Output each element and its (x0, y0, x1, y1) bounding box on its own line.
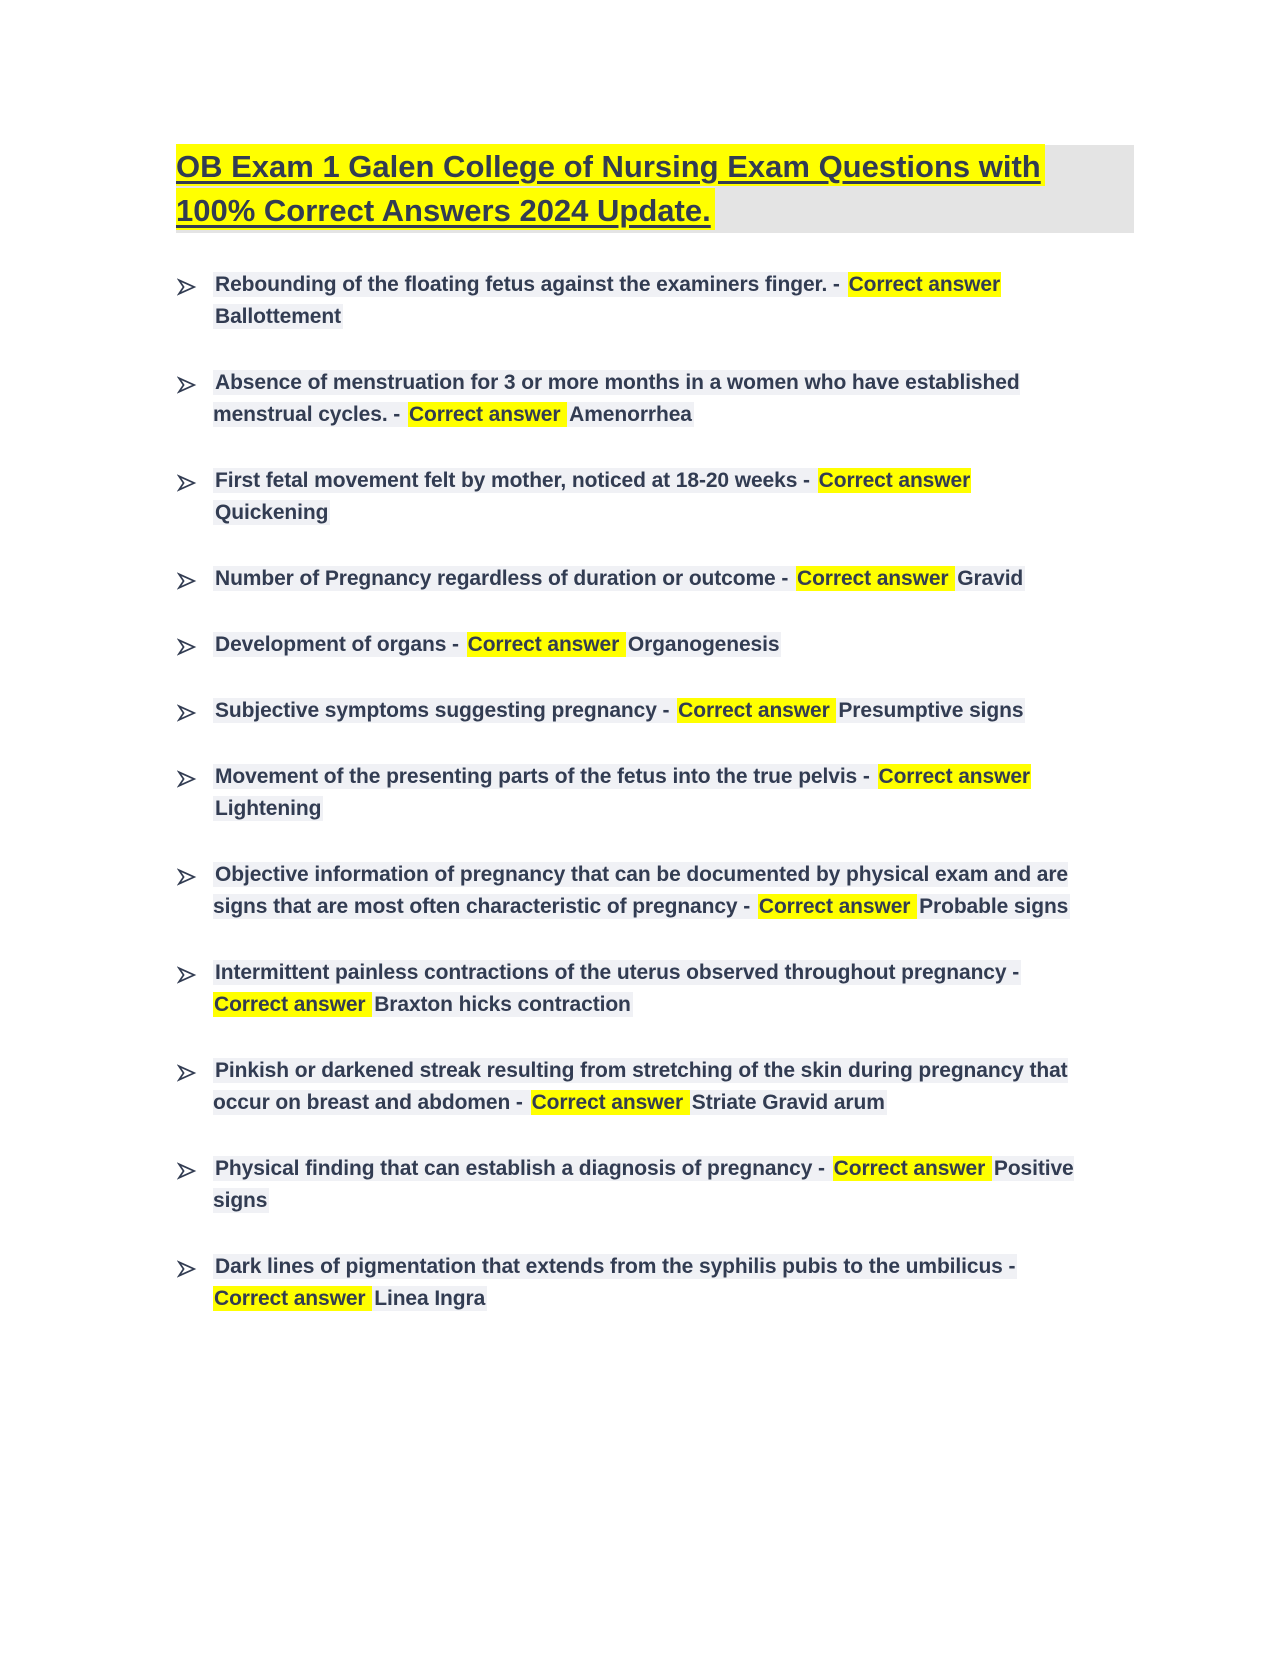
answer-text: Positive signs (213, 1157, 1074, 1212)
correct-answer-label: Correct answer (818, 469, 971, 492)
arrow-bullet-icon (177, 569, 197, 589)
arrow-bullet-icon (177, 701, 197, 721)
correct-answer-label: Correct answer (878, 765, 1030, 788)
qa-item (176, 1055, 1085, 1119)
question-text: Dark lines of pigmentation that extends from the syphilis pubis to the umbilicus - (215, 1255, 1016, 1278)
arrow-bullet-icon (177, 865, 197, 885)
title-text-2: 100% Correct Answers 2024 Update. (176, 188, 715, 230)
answer-text: Organogenesis (627, 633, 780, 656)
arrow-bullet-icon (177, 635, 197, 655)
question-text: Objective information of pregnancy that can be documented by physical exam and are signs that are most often characteristic of pregnancy - (213, 863, 1069, 918)
answer-text: Probable signs (919, 895, 1069, 918)
correct-answer-label: Correct answer (214, 1287, 372, 1310)
arrow-bullet-icon (177, 373, 197, 393)
question-text: Movement of the presenting parts of the fetus into the true pelvis - (215, 765, 876, 788)
question-text: Absence of menstruation for 3 or more months in a women who have established menstrual cycles. - (213, 371, 1020, 426)
question-text: Physical finding that can establish a diagnosis of pregnancy - (215, 1157, 831, 1180)
title-text-1: OB Exam 1 Galen College of Nursing Exam Questions with (176, 144, 1045, 186)
question-text: Subjective symptoms suggesting pregnancy - (215, 699, 676, 722)
answer-text: Lightening (215, 797, 322, 820)
answer-text: Gravid (957, 567, 1024, 590)
question-text: Intermittent painless contractions of the uterus observed throughout pregnancy - (215, 961, 1020, 984)
correct-answer-label: Correct answer (408, 403, 567, 426)
answer-text: Presumptive signs (838, 699, 1024, 722)
question-text: First fetal movement felt by mother, noticed at 18-20 weeks - (215, 469, 816, 492)
qa-item (176, 695, 1085, 727)
qa-item (176, 629, 1085, 661)
qa-item (176, 761, 1085, 825)
answer-text: Braxton hicks contraction (374, 993, 631, 1016)
correct-answer-label: Correct answer (467, 633, 625, 656)
qa-item (176, 465, 1085, 529)
arrow-bullet-icon (177, 963, 197, 983)
correct-answer-label: Correct answer (214, 993, 372, 1016)
arrow-bullet-icon (177, 1159, 197, 1179)
correct-answer-label: Correct answer (833, 1157, 991, 1180)
question-text: Rebounding of the floating fetus against the examiners finger. - (215, 273, 846, 296)
correct-answer-label: Correct answer (758, 895, 917, 918)
qa-list (176, 269, 1085, 1315)
correct-answer-label: Correct answer (848, 273, 1001, 296)
title-line-1 (176, 145, 1134, 189)
qa-item (176, 957, 1085, 1021)
question-text: Number of Pregnancy regardless of duration or outcome - (215, 567, 794, 590)
answer-text: Amenorrhea (569, 403, 692, 426)
correct-answer-label: Correct answer (678, 699, 836, 722)
qa-item (176, 1251, 1085, 1315)
correct-answer-label: Correct answer (531, 1091, 689, 1114)
arrow-bullet-icon (177, 275, 197, 295)
arrow-bullet-icon (177, 1061, 197, 1081)
question-text: Pinkish or darkened streak resulting from stretching of the skin during pregnancy that occur on breast and abdomen - (213, 1059, 1068, 1114)
answer-text: Ballottement (215, 305, 341, 328)
document-title (176, 145, 1134, 233)
correct-answer-label: Correct answer (797, 567, 955, 590)
qa-item (176, 367, 1085, 431)
answer-text: Linea Ingra (374, 1287, 486, 1310)
arrow-bullet-icon (177, 471, 197, 491)
arrow-bullet-icon (177, 1257, 197, 1277)
arrow-bullet-icon (177, 767, 197, 787)
qa-item (176, 269, 1085, 333)
question-text: Development of organs - (215, 633, 465, 656)
title-line-2 (176, 189, 1134, 233)
answer-text: Quickening (215, 501, 329, 524)
answer-text: Striate Gravid arum (691, 1091, 885, 1114)
qa-item (176, 563, 1085, 595)
qa-item (176, 859, 1085, 923)
qa-item (176, 1153, 1085, 1217)
